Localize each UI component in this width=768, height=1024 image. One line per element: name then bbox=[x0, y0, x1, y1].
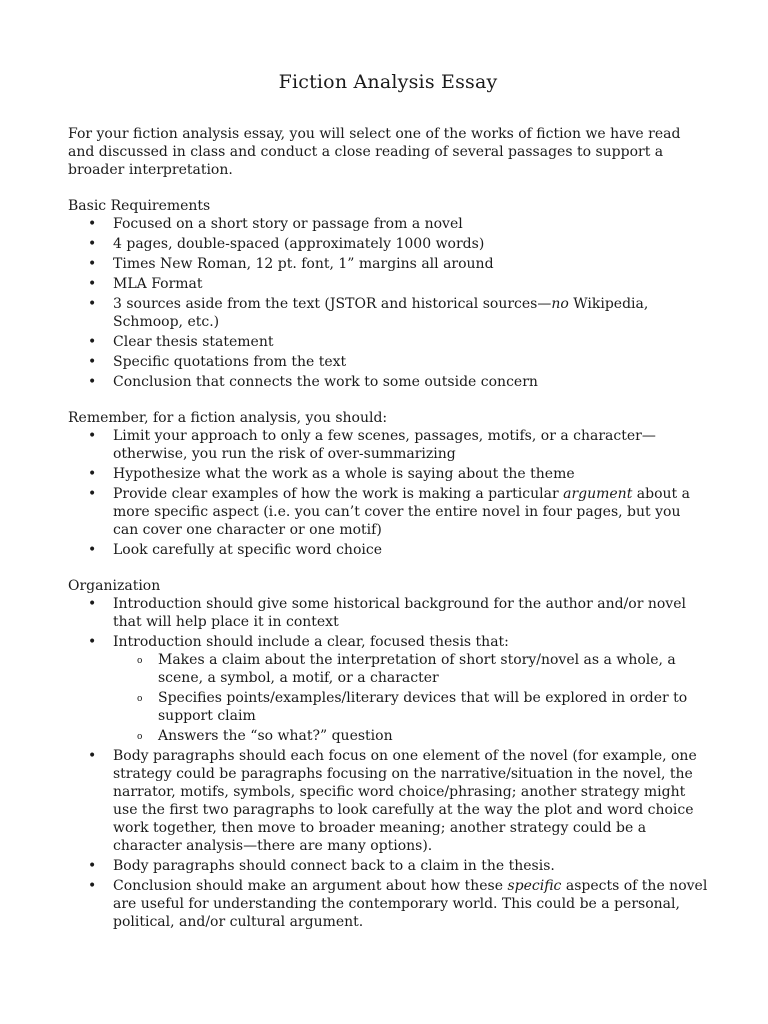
basic-requirements-heading: Basic Requirements bbox=[68, 198, 211, 214]
emphasis-specific: specific bbox=[507, 878, 562, 894]
list-item: • Look carefully at specific word choice bbox=[68, 541, 708, 559]
list-item: • 4 pages, double-spaced (approximately 1000 words) bbox=[68, 235, 708, 253]
emphasis-no: no bbox=[551, 296, 569, 312]
list-item: • Times New Roman, 12 pt. font, 1” margins all around bbox=[68, 255, 708, 273]
sublist-item: o Answers the “so what?” question bbox=[68, 727, 708, 745]
thesis-sublist bbox=[113, 651, 708, 745]
list-item-argument: • Provide clear examples of how the work is making a particular argument about a more specific aspect (i.e. you can’t cover the entire novel in four pages, but you can cover one character or one motif) bbox=[68, 485, 708, 539]
document-page bbox=[68, 68, 708, 949]
list-item: • Specific quotations from the text bbox=[68, 353, 708, 371]
basic-requirements-list bbox=[68, 215, 708, 391]
list-item: • Hypothesize what the work as a whole is saying about the theme bbox=[68, 465, 708, 483]
organization-list bbox=[68, 595, 708, 931]
list-item: • Introduction should include a clear, focused thesis that: o Makes a claim about the interpretation of short story/novel as a whole, a scene, a symbol, a motif, or a character o Specifies points/examples/literary devices that will be explored in order to support claim o Answers the “so what?” question bbox=[68, 633, 708, 745]
remember-list bbox=[68, 427, 708, 559]
sublist-item: o Makes a claim about the interpretation of short story/novel as a whole, a scene, a symbol, a motif, or a character bbox=[68, 651, 708, 687]
document-title: Fiction Analysis Essay bbox=[278, 71, 498, 93]
organization-heading: Organization bbox=[68, 578, 161, 594]
basic-requirements-section bbox=[68, 197, 708, 391]
list-item-conclusion: • Conclusion should make an argument about how these specific aspects of the novel are useful for understanding the contemporary world. This could be a personal, political, and/or cultural argument. bbox=[68, 877, 708, 931]
list-item: • Focused on a short story or passage from a novel bbox=[68, 215, 708, 233]
list-item: • Limit your approach to only a few scenes, passages, motifs, or a character—otherwise, you run the risk of over-summarizing bbox=[68, 427, 708, 463]
list-item: • Clear thesis statement bbox=[68, 333, 708, 351]
list-item: • Body paragraphs should connect back to a claim in the thesis. bbox=[68, 857, 708, 875]
remember-section bbox=[68, 409, 708, 559]
list-item: • Introduction should give some historical background for the author and/or novel that will help place it in context bbox=[68, 595, 708, 631]
list-item: • Body paragraphs should each focus on one element of the novel (for example, one strategy could be paragraphs focusing on the narrative/situation in the novel, the narrator, motifs, symbols, specific word choice/phrasing; another strategy might use the first two paragraphs to look carefully at the way the plot and word choice work together, then move to broader meaning; another strategy could be a character analysis—there are many options). bbox=[68, 747, 708, 855]
list-item: • Conclusion that connects the work to some outside concern bbox=[68, 373, 708, 391]
emphasis-argument: argument bbox=[563, 486, 633, 502]
sublist-item: o Specifies points/examples/literary devices that will be explored in order to support claim bbox=[68, 689, 708, 725]
list-item: • MLA Format bbox=[68, 275, 708, 293]
remember-heading: Remember, for a fiction analysis, you should: bbox=[68, 410, 388, 426]
organization-section bbox=[68, 577, 708, 931]
list-item-sources: • 3 sources aside from the text (JSTOR and historical sources—no Wikipedia, Schmoop, etc.) bbox=[68, 295, 708, 331]
intro-paragraph: For your fiction analysis essay, you will select one of the works of fiction we have read and discussed in class and conduct a close reading of several passages to support a broader interpretation. bbox=[68, 126, 681, 178]
